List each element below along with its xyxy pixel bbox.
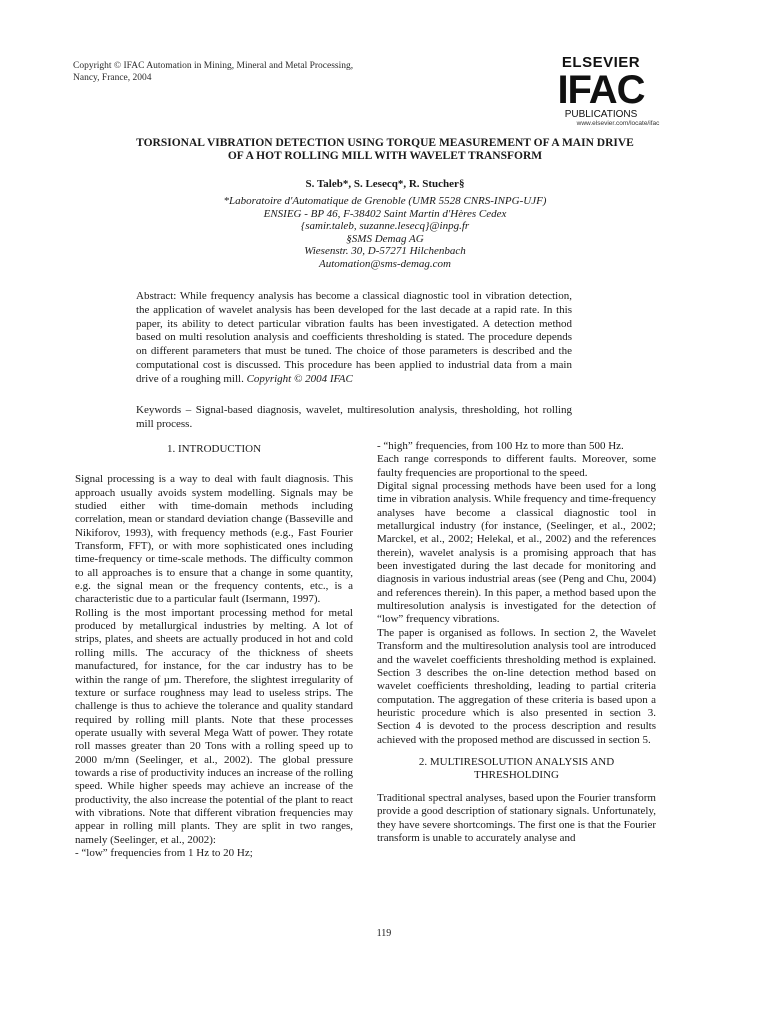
body-paragraph: Signal processing is a way to deal with fault diagnosis. This approach usually avoids system modelling. Signals may be studied either with time-domain methods including correlation, mean or standard deviation change (Basseville and Nikiforov, 1993), with frequency methods (e.g., Fast Fourier Transform, FFT), or with more sophisticated ones including time-frequency or time-scale methods. The difficulty common to all approaches is to ensure that a change in some quantity, e.g. the signal mean or the frequency contents, etc., is a characteristic due to a particular fault (Isermann, 1997). [75,473,353,606]
right-column [377,440,656,845]
affiliation-line: §SMS Demag AG [346,232,424,245]
title-line-2: OF A HOT ROLLING MILL WITH WAVELET TRANSFORM [227,150,543,162]
paper-title [80,137,690,163]
list-item: - “low” frequencies from 1 Hz to 20 Hz; [75,846,253,859]
abstract-text: Abstract: While frequency analysis has become a classical diagnostic tool in vibration detection, the application of wavelet analysis has been developed for the last decade at a rapid rate. In this paper, its ability to detect particular vibration faults has been investigated. A detection method based on multi resolution analysis and coefficients thresholding is stated. The procedure depends on different parameters that must be tuned. The choice of those parameters is described and the computational cost is discussed. This procedure has been applied to industrial data from a main drive of a roughing mill. [136,290,572,385]
body-paragraph: Digital signal processing methods have been used for a long time in vibration analysis. While frequency and time-frequency analyses have become a classical diagnostic tool in metallurgical industry (for instance, (Seelinger, et al., 2002; Marckel, et al., 2002; Helekal, et al., 2002) and the references therein), wavelet analysis is a promising approach that has been investigated during the last decade for monitoring and diagnosis in various industrial areas (see (Peng and Chu, 2004) and references therein). In this paper, a method based upon the multiresolution analysis is investigated for the detection of “low” frequency vibrations. [377,480,656,626]
affiliation-line: ENSIEG - BP 46, F-38402 Saint Martin d'Hères Cedex [263,207,507,220]
body-paragraph: Traditional spectral analyses, based upon the Fourier transform provide a good description of stationary signals. Unfortunately, they have severe shortcomings. The first one is that the Fourier transform is unable to accurately analyse and [377,791,656,844]
affiliation-line: Wiesenstr. 30, D-57271 Hilchenbach [304,245,466,258]
abstract [136,290,572,387]
logo-publications-text: PUBLICATIONS [564,109,638,120]
body-paragraph: Each range corresponds to different faults. Moreover, some faulty frequencies are proportional to the speed. [377,453,656,479]
heading-line: THRESHOLDING [474,768,559,781]
logo-elsevier-text: ELSEVIER [561,54,641,71]
section-heading-introduction: 1. INTRODUCTION [166,443,262,455]
affiliation-line: Automation@sms-demag.com [318,257,452,270]
author-list: S. Taleb*, S. Lesecq*, R. Stucher§ [305,178,465,190]
affiliation-line: *Laboratoire d'Automatique de Grenoble (UMR 5528 CNRS-INPG-UJF) [223,195,547,207]
body-paragraph: Rolling is the most important processing method for metal produced by metallurgical industries by melting. A lot of strips, plates, and sheets are actually produced in hot and cold rolling mills. The accuracy of the thickness of sheets manufactured, for instance, for the car industry has to be within the range of µm. Therefore, the slightest irregularity of texture or surface roughness may lead to useless strips. The challenge is thus to achieve the tolerance and quality standard required by rolling mill plants. Note that these processes operate usually with several Mega Watt of power. They rotate roll masses greater than 20 Tons with a rolling speed up to 2000 m/mn (Seelinger, et al., 2002). The global pressure towards a rise of productivity induces an increase of the rolling speed. While higher speeds may achieve an increase of the productivity, the also increase the potential of the plant to react with vibrations. Note that different vibration frequencies may appear in rolling mill plants. They are split in two ranges, namely (Seelinger, et al., 2002): [75,606,353,846]
title-line-1: TORSIONAL VIBRATION DETECTION USING TORQUE MEASUREMENT OF A MAIN DRIVE [136,137,634,149]
affiliation-line: {samir.taleb, suzanne.lesecq}@inpg.fr [300,220,470,233]
publisher-logo [528,55,688,128]
logo-ifac-text: IFAC [557,68,645,112]
affiliations [80,195,690,271]
copyright-line-1: Copyright © IFAC Automation in Mining, Mineral and Metal Processing, [73,61,354,71]
section-heading-multiresolution [377,756,656,782]
keywords: Keywords – Signal-based diagnosis, wavelet, multiresolution analysis, thresholding, hot rolling mill process. [136,404,572,430]
heading-line: 2. MULTIRESOLUTION ANALYSIS AND [418,755,615,768]
list-item: - “high” frequencies, from 100 Hz to more than 500 Hz. [377,440,624,452]
body-paragraph: The paper is organised as follows. In section 2, the Wavelet Transform and the multiresolution analysis tool are introduced and the wavelet coefficients thresholding method is explained. Section 3 describes the on-line detection method based on wavelet coefficients thresholding, leading to partial criteria computation. The aggregation of these criteria is based upon a heuristic procedure which is also presented in section 3. Section 4 is devoted to the process description and results achieved with the proposed method are discussed in section 5. [377,626,656,746]
copyright-notice [73,60,353,84]
copyright-line-2: Nancy, France, 2004 [73,73,152,83]
abstract-copyright: Copyright © 2004 IFAC [246,372,353,385]
page-number: 119 [376,928,392,939]
logo-url: www.elsevier.com/locate/ifac [576,120,660,127]
left-column [75,443,353,860]
